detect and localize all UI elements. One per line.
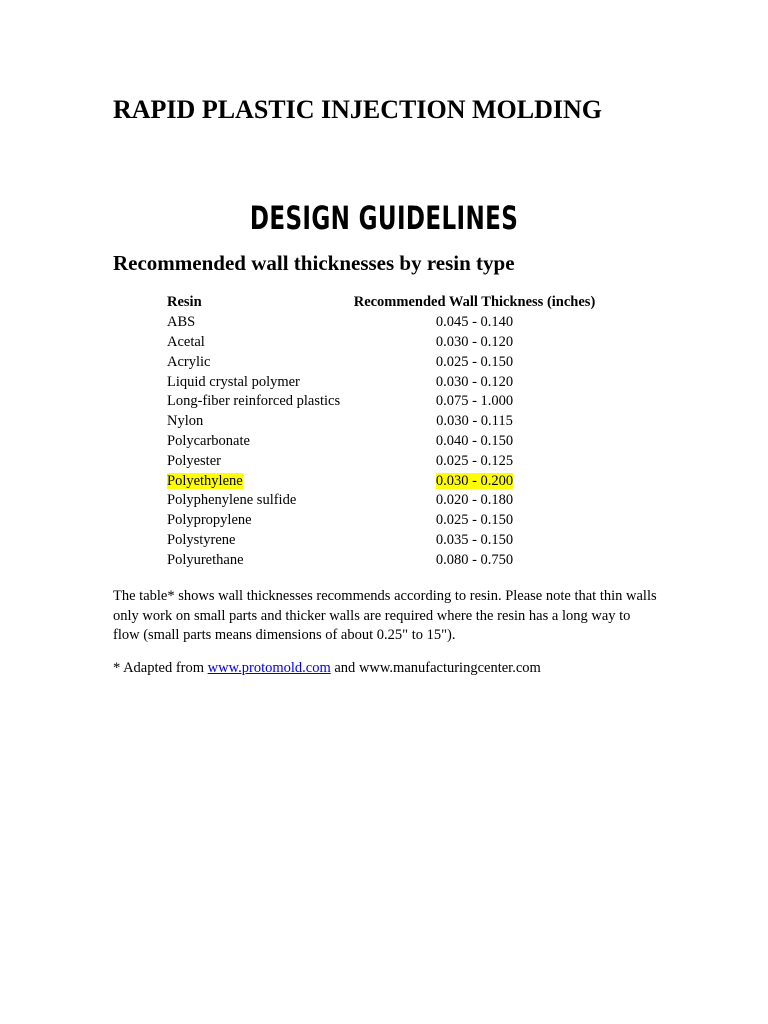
table-row: [167, 550, 601, 570]
table-row: [167, 511, 601, 531]
resin-cell: [167, 372, 348, 392]
thickness-value: 0.020 - 0.180: [435, 492, 514, 509]
resin-cell: [167, 550, 348, 570]
resin-name: Polyurethane: [167, 551, 244, 568]
thickness-value: 0.030 - 0.200: [435, 472, 514, 489]
thickness-cell: [348, 392, 601, 412]
thickness-cell: [348, 432, 601, 452]
thickness-value: 0.025 - 0.150: [435, 512, 514, 529]
column-header-resin: Resin: [167, 294, 202, 311]
thickness-cell: [348, 352, 601, 372]
table-row: [167, 352, 601, 372]
thickness-cell: [348, 491, 601, 511]
thickness-cell: [348, 451, 601, 471]
resin-cell: [167, 491, 348, 511]
table-row: [167, 531, 601, 551]
thickness-cell: [348, 313, 601, 333]
footnote-suffix: www.manufacturingcenter.com: [358, 660, 541, 676]
resin-cell: [167, 352, 348, 372]
resin-cell: [167, 392, 348, 412]
footnote-prefix: * Adapted from: [113, 660, 208, 676]
thickness-value: 0.025 - 0.125: [435, 452, 514, 469]
table-row: [167, 412, 601, 432]
resin-cell: [167, 412, 348, 432]
table-row: [167, 392, 601, 412]
thickness-value: 0.030 - 0.115: [436, 413, 513, 430]
column-header-thickness: Recommended Wall Thickness (inches): [353, 294, 596, 311]
resin-cell: [167, 471, 348, 491]
footnote-middle: and: [330, 660, 359, 676]
thickness-value: 0.030 - 0.120: [435, 333, 514, 350]
resin-cell: [167, 531, 348, 551]
thickness-value: 0.040 - 0.150: [435, 432, 514, 449]
thickness-cell: [348, 471, 601, 491]
thickness-value: 0.035 - 0.150: [435, 531, 514, 548]
thickness-cell: [348, 531, 601, 551]
thickness-cell: [348, 412, 601, 432]
resin-name: Polyphenylene sulfide: [167, 492, 297, 509]
thickness-cell: [348, 550, 601, 570]
resin-name: Acrylic: [167, 353, 211, 370]
thickness-value: 0.045 - 0.140: [435, 314, 514, 331]
thickness-value: 0.025 - 0.150: [435, 353, 514, 370]
resin-name: Polypropylene: [167, 512, 252, 529]
footnote: [113, 658, 541, 678]
table-row: [167, 451, 601, 471]
table-note: The table* shows wall thicknesses recommends according to resin. Please note that thin walls only work on small parts and thicker walls are required where the resin has a long way to flow (small parts means dimensions of about 0.25" to 15").: [113, 588, 657, 643]
protomold-link[interactable]: www.protomold.com: [207, 660, 331, 676]
resin-name: Polycarbonate: [167, 432, 250, 449]
resin-name: Acetal: [167, 333, 205, 350]
resin-cell: [167, 333, 348, 353]
resin-name: Polyester: [167, 452, 221, 469]
table-subtitle: Recommended wall thicknesses by resin type: [113, 251, 515, 275]
thickness-cell: [348, 511, 601, 531]
table-row: [167, 333, 601, 353]
thickness-value: 0.075 - 1.000: [435, 393, 514, 410]
thickness-cell: [348, 372, 601, 392]
thickness-value: 0.030 - 0.120: [435, 373, 514, 390]
resin-name: Liquid crystal polymer: [167, 373, 300, 390]
table-row: [167, 471, 601, 491]
table-header-row: [167, 293, 601, 313]
table-row: [167, 491, 601, 511]
resin-cell: [167, 511, 348, 531]
thickness-cell: [348, 333, 601, 353]
resin-name: Polyethylene: [167, 472, 243, 489]
table-row: [167, 432, 601, 452]
section-title: DESIGN GUIDELINES: [249, 199, 519, 237]
resin-name: Nylon: [167, 413, 204, 430]
resin-cell: [167, 451, 348, 471]
thickness-value: 0.080 - 0.750: [435, 551, 514, 568]
resin-name: Polystyrene: [167, 531, 236, 548]
table-body: [167, 313, 601, 570]
wall-thickness-table: [167, 293, 601, 570]
resin-name: ABS: [167, 314, 196, 331]
resin-name: Long-fiber reinforced plastics: [167, 393, 341, 410]
table-row: [167, 372, 601, 392]
table-row: [167, 313, 601, 333]
resin-cell: [167, 313, 348, 333]
page-title: RAPID PLASTIC INJECTION MOLDING: [113, 95, 602, 124]
resin-cell: [167, 432, 348, 452]
